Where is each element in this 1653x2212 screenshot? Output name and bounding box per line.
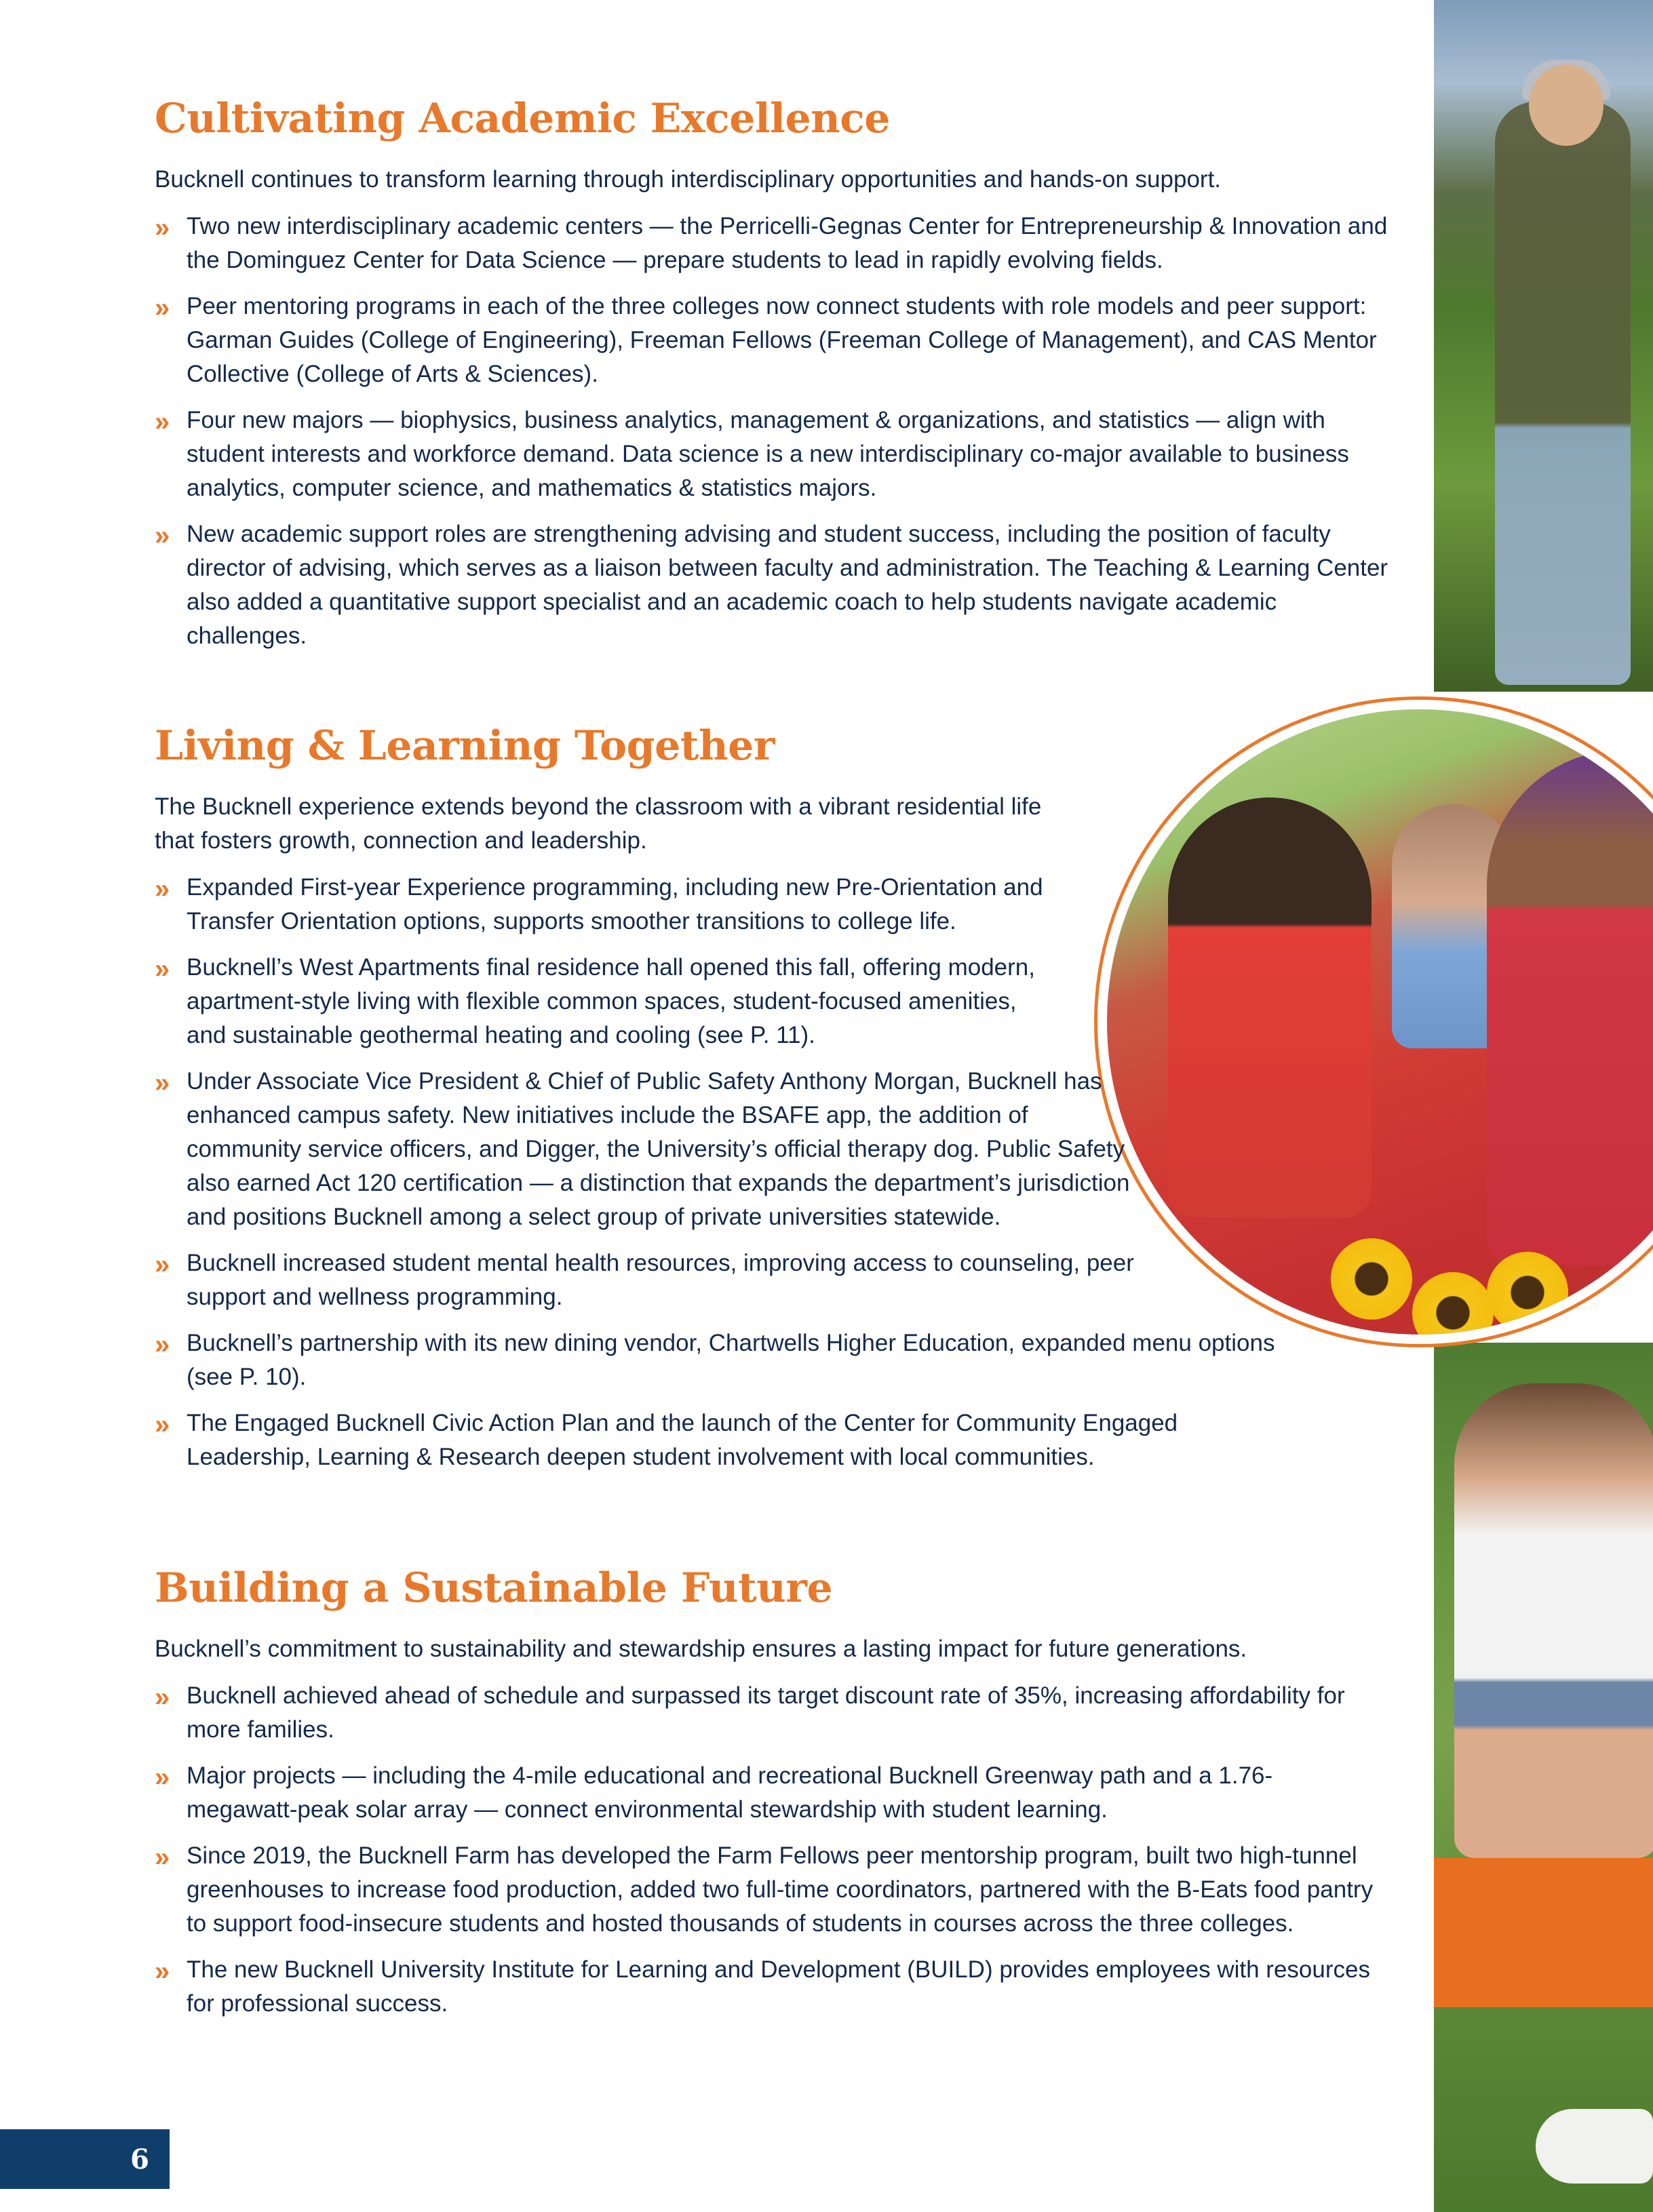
section-living-learning: [155, 719, 1389, 1474]
farm-person-head: [1529, 64, 1603, 146]
list-item: » Since 2019, the Bucknell Farm has developed the Farm Fellows peer mentorship program, built two high-tunnel greenhouses to increase food production, added two full-time coordinators, partnered with the B-Eats food pantry to support food-insecure students and hosted thousands of students in courses across the three colleges.: [155, 1839, 1376, 1941]
orange-chair: [1434, 1858, 1653, 2007]
list-item: » Under Associate Vice President & Chief of Public Safety Anthony Morgan, Bucknell has enhanced campus safety. New initiatives include the BSAFE app, the addition of community service officers, and Digger, the University’s official therapy dog. Public Safety also earned Act 120 certification — a distinction that expands the department’s jurisdiction and positions Bucknell among a select group of private universities statewide.: [155, 1065, 1136, 1234]
section-heading: Building a Sustainable Future: [155, 1564, 833, 1612]
section-sustainable-future: [155, 1561, 1389, 2021]
section-heading: Cultivating Academic Excellence: [155, 95, 890, 142]
list-item: » Bucknell achieved ahead of schedule and surpassed its target discount rate of 35%, increasing affordability for more families.: [155, 1679, 1376, 1747]
bullet-list: [155, 210, 1389, 653]
list-item: » New academic support roles are strengthening advising and student success, including the position of faculty director of advising, which serves as a liaison between faculty and administration. The Teaching & Learning Center also added a quantitative support specialist and an academic coach to help students navigate academic challenges.: [155, 517, 1389, 653]
list-item: » Major projects — including the 4-mile educational and recreational Bucknell Greenway path and a 1.76-megawatt-peak solar array — connect environmental stewardship with student learning.: [155, 1759, 1376, 1827]
list-item: » Bucknell’s partnership with its new dining vendor, Chartwells Higher Education, expanded menu options (see P. 10).: [155, 1326, 1312, 1394]
section-intro: Bucknell continues to transform learning through interdisciplinary opportunities and hands-on support.: [155, 166, 1222, 193]
list-item: » Four new majors — biophysics, business analytics, management & organizations, and statistics — align with student interests and workforce demand. Data science is a new interdisciplinary co-major available to business analytics, computer science, and mathematics & statistics majors.: [155, 403, 1389, 505]
list-item: » Two new interdisciplinary academic centers — the Perricelli-Gegnas Center for Entrepreneurship & Innovation and the Dominguez Center for Data Science — prepare students to lead in rapidly evolving fields.: [155, 210, 1389, 277]
list-item: » Expanded First-year Experience programming, including new Pre-Orientation and Transfer Orientation options, supports smoother transitions to college life.: [155, 871, 1082, 939]
list-item: » Peer mentoring programs in each of the three colleges now connect students with role models and peer support: Garman Guides (College of Engineering), Freeman Fellows (Freeman College of Management), and CAS Mentor Collective (College of Arts & Sciences).: [155, 290, 1389, 391]
section-intro: Bucknell’s commitment to sustainability and stewardship ensures a lasting impact for future generations.: [155, 1636, 1247, 1662]
sunflower-icon: [1412, 1272, 1494, 1335]
page-number: 6: [0, 2129, 170, 2189]
section-heading: Living & Learning Together: [155, 722, 775, 770]
list-item: » Bucknell increased student mental health resources, improving access to counseling, peer support and wellness programming.: [155, 1246, 1156, 1314]
bullet-list: [155, 871, 1389, 1474]
farm-person-figure: [1495, 102, 1631, 685]
sunflower-icon: [1487, 1252, 1568, 1333]
student-sitting-photo: [1434, 1343, 1653, 2212]
list-item: » The new Bucknell University Institute for Learning and Development (BUILD) provides employees with resources for professional success.: [155, 1953, 1376, 2021]
list-item: » Bucknell’s West Apartments final residence hall opened this fall, offering modern, apartment-style living with flexible common spaces, student-focused amenities, and sustainable geothermal heating and cooling (see P. 11).: [155, 951, 1062, 1052]
bullet-list: [155, 1679, 1376, 2021]
list-item: » The Engaged Bucknell Civic Action Plan and the launch of the Center for Community Engaged Leadership, Learning & Research deepen student involvement with local communities.: [155, 1406, 1272, 1474]
student-mustangs-shirt-figure: [1487, 750, 1653, 1265]
white-sneaker: [1536, 2109, 1653, 2184]
section-academic-excellence: [155, 92, 1389, 653]
smiling-student-figure: [1454, 1383, 1653, 1858]
section-intro: The Bucknell experience extends beyond the classroom with a vibrant residential life that fosters growth, connection and leadership.: [155, 793, 1042, 854]
farm-photo: [1434, 0, 1653, 692]
